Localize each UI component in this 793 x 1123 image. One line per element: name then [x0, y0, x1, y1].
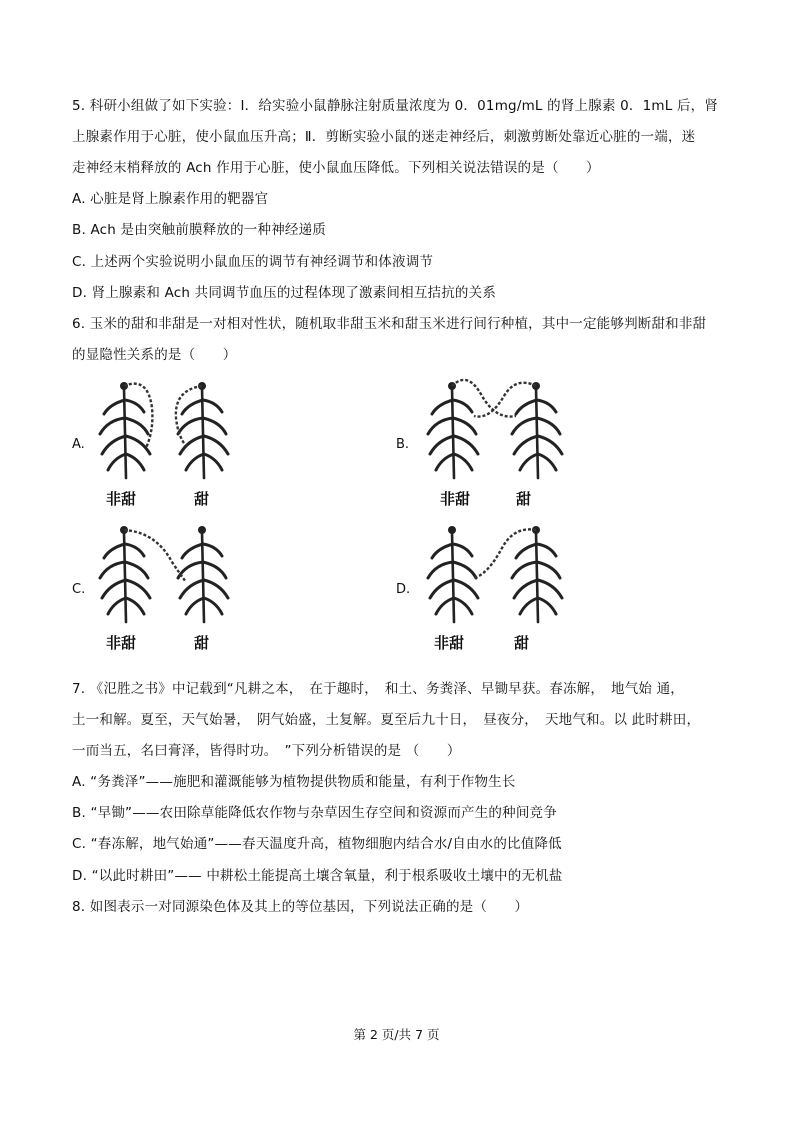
figure-c-right-caption: 甜 — [194, 634, 210, 652]
q5-option-b: B. Ach 是由突触前膜释放的一种神经递质 — [72, 222, 327, 238]
q7-option-c: C. “春冻解，地气始通”——春天温度升高，植物细胞内结合水/自由水的比值降低 — [72, 836, 562, 852]
figure-d-right-caption: 甜 — [514, 634, 530, 652]
figure-c-label: C. — [72, 582, 86, 597]
pollination-arrow-left-to-right — [452, 380, 516, 417]
figure-c-left-caption: 非甜 — [106, 634, 137, 652]
figure-d-corn-plants — [412, 520, 582, 630]
q7-line-3: 一而当五，名曰膏泽，皆得时功。 ”下列分析错误的是 （ ） — [72, 743, 461, 759]
figure-b-right-caption: 甜 — [516, 490, 532, 508]
q6-line-2: 的显隐性关系的是（ ） — [72, 347, 237, 363]
figure-a-left-caption: 非甜 — [106, 490, 137, 508]
q8-line-1: 8. 如图表示一对同源染色体及其上的等位基因，下列说法正确的是（ ） — [72, 899, 529, 915]
corn-plant-right — [178, 526, 228, 622]
corn-plant-left — [428, 526, 478, 622]
q5-line-3: 走神经末梢释放的 Ach 作用于心脏，使小鼠血压降低。下列相关说法错误的是（ ） — [72, 160, 600, 176]
figure-c-corn-plants — [90, 522, 250, 630]
figure-d-label: D. — [396, 582, 411, 597]
figure-b-label: B. — [396, 437, 410, 452]
q7-line-1: 7. 《氾胜之书》中记载到“凡耕之本， 在于趣时， 和土、务粪泽、早锄早获。春冻解， 地气始 通， — [72, 681, 685, 697]
pollination-arrow-self-left — [124, 384, 152, 448]
q7-option-d: D. “以此时耕田”—— 中耕松土能提高土壤含氧量，利于根系吸收土壤中的无机盐 — [72, 868, 563, 884]
q7-option-a: A. “务粪泽”——施肥和灌溉能够为植物提供物质和能量，有利于作物生长 — [72, 774, 516, 790]
q5-option-d: D. 肾上腺素和 Ach 共同调节血压的过程体现了激素间相互拮抗的关系 — [72, 285, 497, 301]
figure-b-left-caption: 非甜 — [440, 490, 471, 508]
figure-a-right-caption: 甜 — [194, 490, 210, 508]
figure-a-corn-plants — [90, 378, 250, 486]
q6-line-1: 6. 玉米的甜和非甜是一对相对性状，随机取非甜玉米和甜玉米进行间行种植，其中一定能够判断甜和非甜 — [72, 316, 707, 332]
page-footer: 第 2 页/共 7 页 — [353, 1027, 440, 1042]
q5-line-2: 上腺素作用于心脏，使小鼠血压升高；Ⅱ．剪断实验小鼠的迷走神经后，刺激剪断处靠近心脏的一端，迷 — [72, 129, 696, 145]
corn-plant-right — [512, 526, 562, 622]
q5-option-a: A. 心脏是肾上腺素作用的靶器官 — [72, 191, 269, 207]
figure-d-left-caption: 非甜 — [434, 634, 465, 652]
corn-plant-left — [100, 526, 150, 622]
pollination-arrow-left-to-right — [124, 530, 186, 582]
figure-a-label: A. — [72, 437, 85, 452]
corn-plant-left — [428, 382, 478, 478]
corn-plant-left — [100, 382, 150, 478]
corn-plant-right — [178, 382, 228, 478]
q7-option-b: B. “早锄”——农田除草能降低农作物与杂草因生存空间和资源而产生的种间竞争 — [72, 805, 557, 821]
q5-option-c: C. 上述两个实验说明小鼠血压的调节有神经调节和体液调节 — [72, 254, 434, 270]
figure-b-corn-plants — [412, 376, 582, 486]
q7-line-2: 土一和解。夏至，天气始暑， 阴气始盛，土复解。夏至后九十日， 昼夜分， 天地气和。以 此时耕田， — [72, 712, 701, 728]
pollination-arrow-right-to-left — [474, 529, 536, 578]
q5-line-1: 5. 科研小组做了如下实验：Ⅰ．给实验小鼠静脉注射质量浓度为 0．01mg/mL 的肾上腺素 0．1mL 后，肾 — [72, 98, 719, 114]
corn-plant-right — [512, 382, 562, 478]
